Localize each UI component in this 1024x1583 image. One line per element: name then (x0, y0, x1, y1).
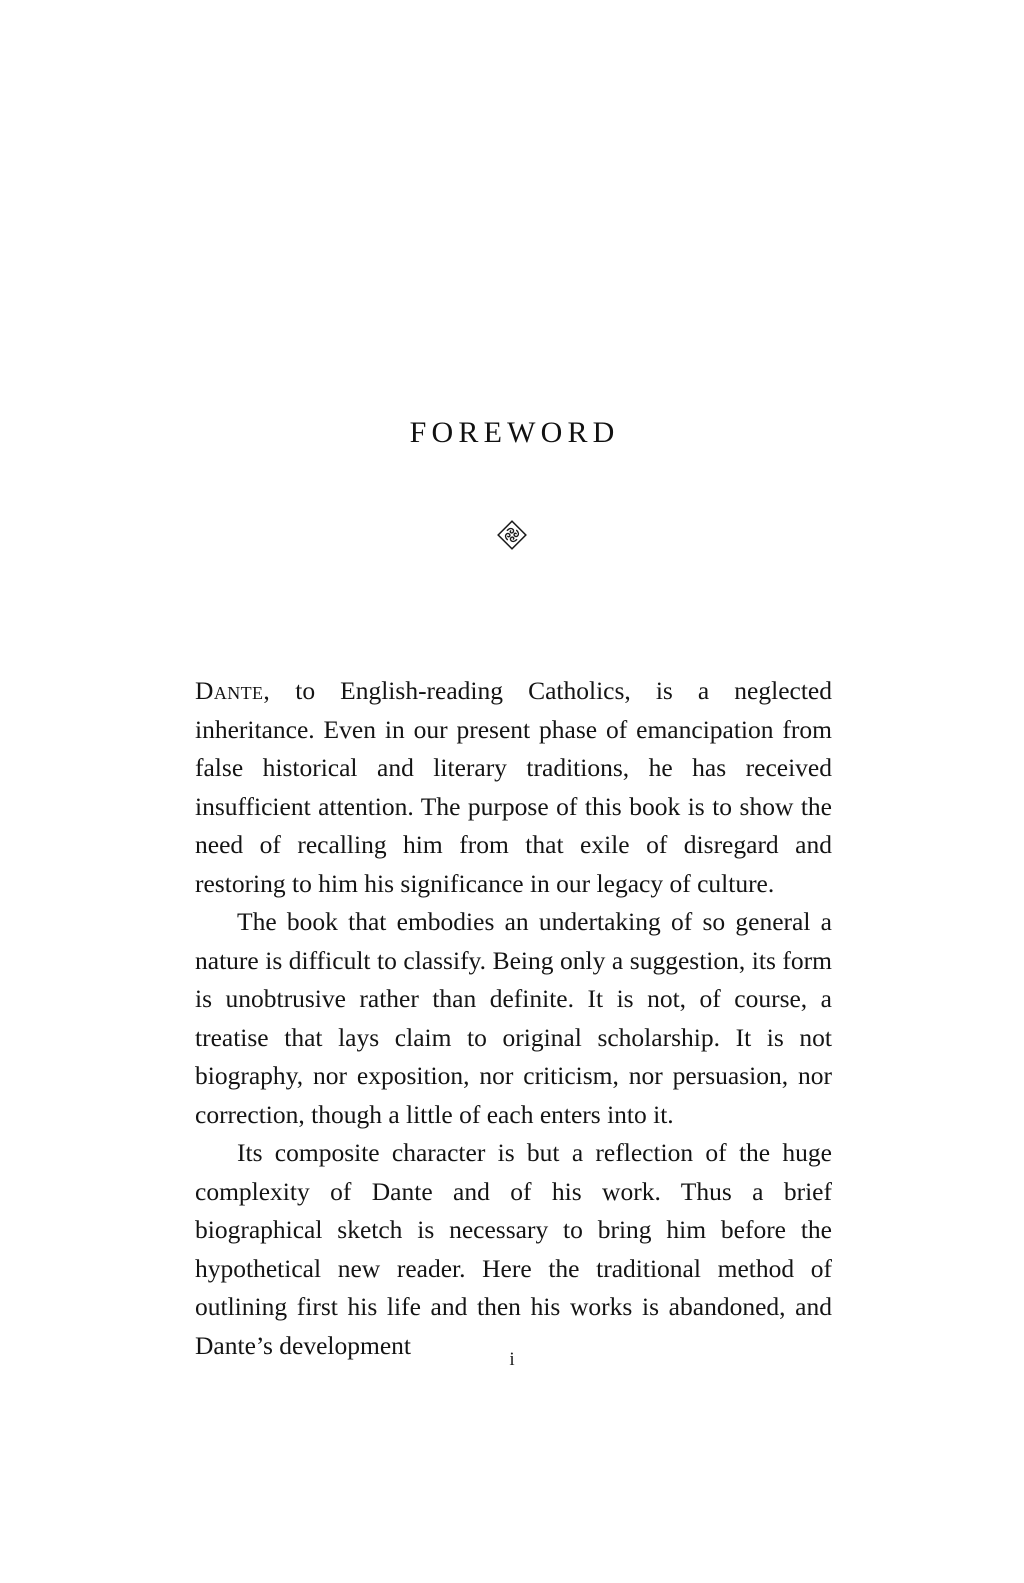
paragraph-1 (195, 672, 832, 903)
paragraph-1-text: to English-reading Catholics, is a neglected inheritance. Even in our present phase of emancipation from false historical and literary traditions, he has received insufficient attention. The purpose of this book is to show the need of recalling him from that exile of disregard and restoring to him his significance in our legacy of culture. (195, 676, 832, 898)
page-title: FOREWORD (409, 416, 620, 450)
body-text (195, 672, 832, 1365)
page-number: i (509, 1349, 515, 1370)
section-ornament (0, 518, 1024, 552)
quatrefoil-diamond-ornament-icon (497, 520, 527, 550)
paragraph-1-lead-smallcaps: Dante, (195, 676, 271, 705)
paragraph-2: The book that embodies an undertaking of so general a nature is difficult to classify. Being only a suggestion, its form is unobtrusive rather than definite. It is not, of course, a treatise that lays claim to original scholarship. It is not biography, nor exposition, nor criticism, nor persuasion, nor correction, though a little of each enters into it. (195, 907, 832, 1129)
paragraph-3: Its composite character is but a reflection of the huge complexity of Dante and of his work. Thus a brief biographical sketch is necessary to bring him before the hypothetical new reader. Here the traditional method of outlining first his life and then his works is abandoned, and Dante’s development (195, 1138, 832, 1360)
